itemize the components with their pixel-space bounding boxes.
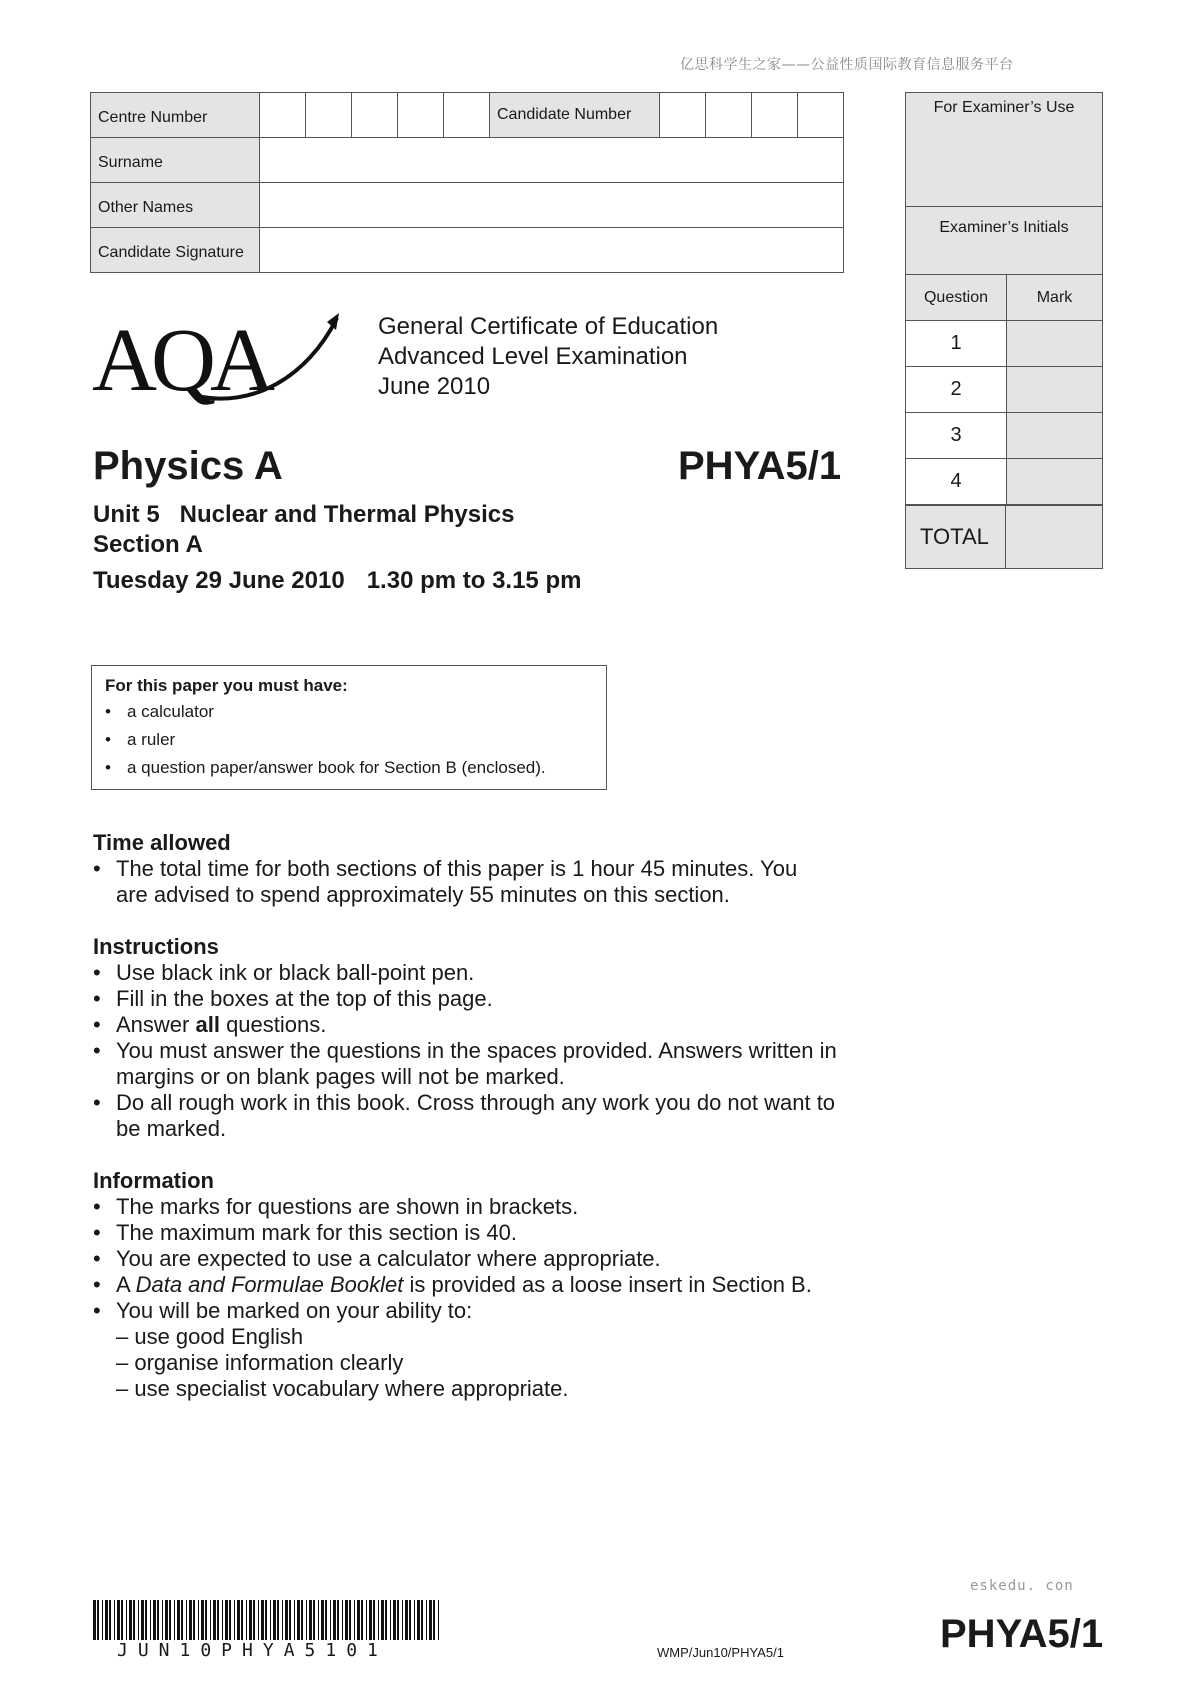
- barcode-bar: [409, 1600, 411, 1640]
- equipment-box: [91, 665, 607, 790]
- candidate-details-table: [90, 92, 844, 273]
- centre-number-box[interactable]: [306, 93, 352, 138]
- barcode-bar: [373, 1600, 375, 1640]
- footer-paper-code: PHYA5/1: [940, 1612, 1104, 1656]
- bullet-icon: •: [93, 1272, 101, 1297]
- barcode-bar: [333, 1600, 336, 1640]
- barcode-bar: [282, 1600, 283, 1640]
- subject-title: Physics A: [93, 444, 283, 488]
- instructions-section: [93, 934, 838, 1142]
- barcode-bar: [294, 1600, 295, 1640]
- barcode-bar: [234, 1600, 235, 1640]
- mark-cell[interactable]: [1007, 459, 1102, 504]
- candidate-number-box[interactable]: [752, 93, 798, 138]
- footer-site: eskedu. con: [970, 1578, 1074, 1594]
- unit-title: Nuclear and Thermal Physics: [179, 501, 515, 528]
- barcode-bar: [270, 1600, 271, 1640]
- barcode-bar: [318, 1600, 319, 1640]
- barcode-bar: [258, 1600, 259, 1640]
- barcode-bar: [421, 1600, 423, 1640]
- barcode-bar: [361, 1600, 363, 1640]
- barcode-bar: [165, 1600, 168, 1640]
- barcode-bar: [249, 1600, 252, 1640]
- barcode-bar: [390, 1600, 391, 1640]
- centre-number-box[interactable]: [260, 93, 306, 138]
- barcode-bar: [354, 1600, 355, 1640]
- bullet-icon: •: [105, 730, 111, 749]
- exam-day: Tuesday 29 June 2010: [93, 567, 345, 594]
- list-item: • a calculator: [105, 702, 606, 730]
- barcode-bar: [402, 1600, 403, 1640]
- bullet-icon: •: [93, 856, 101, 881]
- barcode-bar: [201, 1600, 204, 1640]
- barcode-bar: [177, 1600, 180, 1640]
- barcode-bar: [397, 1600, 399, 1640]
- qualification-line: Advanced Level Examination: [378, 343, 688, 370]
- barcode-bar: [133, 1600, 135, 1640]
- barcode-bar: [321, 1600, 324, 1640]
- mark-column-header: Mark: [1036, 288, 1073, 306]
- information-section: [93, 1168, 893, 1402]
- barcode-bar: [414, 1600, 415, 1640]
- list-item: • Use black ink or black ball-point pen.: [93, 960, 475, 985]
- barcode-bar: [265, 1600, 267, 1640]
- mark-cell[interactable]: [1007, 321, 1102, 366]
- barcode-bar: [174, 1600, 175, 1640]
- aqa-logo: [92, 308, 342, 408]
- question-number: 3: [906, 413, 1007, 458]
- barcode-bar: [253, 1600, 255, 1640]
- list-item: • A Data and Formulae Booklet is provided as a loose insert in Section B.: [93, 1272, 812, 1297]
- bullet-icon: •: [105, 758, 111, 777]
- barcode-bar: [429, 1600, 432, 1640]
- barcode-bar: [306, 1600, 307, 1640]
- barcode-bar: [433, 1600, 435, 1640]
- barcode-bar: [345, 1600, 348, 1640]
- centre-number-box[interactable]: [444, 93, 490, 138]
- barcode-bar: [385, 1600, 387, 1640]
- barcode-bar: [162, 1600, 163, 1640]
- barcode-bar: [117, 1600, 120, 1640]
- barcode-bar: [330, 1600, 331, 1640]
- barcode-bar: [114, 1600, 115, 1640]
- section-heading: Information: [93, 1168, 214, 1193]
- barcode-bar: [237, 1600, 240, 1640]
- barcode-bar: [210, 1600, 211, 1640]
- mark-cell[interactable]: [1007, 413, 1102, 458]
- bullet-icon: •: [93, 1038, 101, 1063]
- sub-item: – organise information clearly: [116, 1350, 404, 1375]
- barcode-bar: [186, 1600, 187, 1640]
- barcode-bar: [109, 1600, 111, 1640]
- surname-label: Surname: [91, 138, 260, 183]
- barcode-bar: [213, 1600, 216, 1640]
- barcode-bar: [381, 1600, 384, 1640]
- list-item: • Do all rough work in this book. Cross through any work you do not want to be marked.: [93, 1090, 836, 1141]
- qualification-line: General Certificate of Education: [378, 313, 719, 340]
- section-heading: Time allowed: [93, 830, 231, 855]
- barcode-bar: [349, 1600, 351, 1640]
- list-item: • You must answer the questions in the spaces provided. Answers written in margins or on blank pages will not be marked.: [93, 1038, 837, 1089]
- barcode-bar: [357, 1600, 360, 1640]
- time-allowed-section: [93, 830, 833, 908]
- barcode-bar: [417, 1600, 420, 1640]
- examiner-use-heading: For Examiner’s Use: [906, 93, 1102, 207]
- barcode-bar: [438, 1600, 439, 1640]
- bullet-icon: •: [93, 1090, 101, 1115]
- barcode-bar: [205, 1600, 207, 1640]
- other-names-field[interactable]: [260, 183, 844, 228]
- barcode-text: JUN10PHYA5101: [117, 1640, 388, 1661]
- barcode-bar: [289, 1600, 291, 1640]
- barcode-bar: [241, 1600, 243, 1640]
- barcode-bar: [426, 1600, 427, 1640]
- bullet-icon: •: [93, 1194, 101, 1219]
- unit-label: Unit 5: [93, 501, 160, 528]
- section-heading: Instructions: [93, 934, 219, 959]
- barcode-bar: [138, 1600, 139, 1640]
- examiner-use-panel: [905, 92, 1103, 569]
- candidate-number-label: Candidate Number: [490, 93, 660, 138]
- barcode-bar: [366, 1600, 367, 1640]
- bullet-icon: •: [93, 986, 101, 1011]
- barcode-bar: [369, 1600, 372, 1640]
- barcode: [93, 1600, 443, 1640]
- barcode-bar: [222, 1600, 223, 1640]
- question-number: 1: [906, 321, 1007, 366]
- list-item: • You will be marked on your ability to:: [93, 1298, 473, 1323]
- barcode-bar: [393, 1600, 396, 1640]
- barcode-bar: [189, 1600, 192, 1640]
- barcode-bar: [229, 1600, 231, 1640]
- bullet-icon: •: [93, 960, 101, 985]
- list-item: • The marks for questions are shown in brackets.: [93, 1194, 579, 1219]
- mark-cell[interactable]: [1007, 367, 1102, 412]
- bullet-icon: •: [93, 1012, 101, 1037]
- barcode-bar: [97, 1600, 99, 1640]
- other-names-label: Other Names: [91, 183, 260, 228]
- centre-number-label: Centre Number: [91, 93, 260, 138]
- barcode-bar: [102, 1600, 103, 1640]
- barcode-bar: [337, 1600, 339, 1640]
- wmp-reference: WMP/Jun10/PHYA5/1: [657, 1645, 784, 1660]
- barcode-bar: [313, 1600, 315, 1640]
- bullet-icon: •: [105, 702, 111, 721]
- barcode-bar: [145, 1600, 147, 1640]
- exam-series: June 2010: [378, 373, 491, 400]
- barcode-bar: [342, 1600, 343, 1640]
- paper-code: PHYA5/1: [678, 444, 842, 488]
- barcode-bar: [126, 1600, 127, 1640]
- barcode-bar: [297, 1600, 300, 1640]
- equipment-heading: For this paper you must have:: [105, 676, 348, 695]
- barcode-bar: [405, 1600, 408, 1640]
- signature-label: Candidate Signature: [91, 228, 260, 273]
- section-label: Section A: [93, 531, 203, 558]
- unit-block: [93, 500, 514, 560]
- barcode-bar: [150, 1600, 151, 1640]
- barcode-bar: [273, 1600, 276, 1640]
- total-mark-cell[interactable]: [1006, 506, 1102, 568]
- exam-time: 1.30 pm to 3.15 pm: [366, 567, 582, 594]
- signature-field[interactable]: [260, 228, 844, 273]
- barcode-bar: [169, 1600, 171, 1640]
- barcode-bar: [198, 1600, 199, 1640]
- list-item: • a ruler: [105, 730, 606, 758]
- total-label: TOTAL: [906, 506, 1006, 568]
- centre-number-box[interactable]: [352, 93, 398, 138]
- list-item: • The total time for both sections of this paper is 1 hour 45 minutes. You are advised to spend approximately 55 minutes on this section.: [93, 856, 798, 907]
- watermark-top: 亿思科学生之家——公益性质国际教育信息服务平台: [680, 57, 1014, 73]
- barcode-bar: [153, 1600, 156, 1640]
- qualification-block: [378, 312, 718, 402]
- barcode-bar: [193, 1600, 195, 1640]
- barcode-bar: [301, 1600, 303, 1640]
- bullet-icon: •: [93, 1298, 101, 1323]
- list-item: • Answer all questions.: [93, 1012, 327, 1037]
- sub-item: – use good English: [116, 1324, 304, 1349]
- aqa-logo-text: AQA: [92, 311, 269, 408]
- sub-item: – use specialist vocabulary where appropriate.: [116, 1376, 569, 1401]
- barcode-bar: [105, 1600, 108, 1640]
- barcode-bar: [325, 1600, 327, 1640]
- bullet-icon: •: [93, 1220, 101, 1245]
- candidate-number-box[interactable]: [660, 93, 706, 138]
- barcode-bar: [246, 1600, 247, 1640]
- barcode-bar: [93, 1600, 96, 1640]
- question-number: 4: [906, 459, 1007, 504]
- barcode-bar: [225, 1600, 228, 1640]
- candidate-number-box[interactable]: [706, 93, 752, 138]
- list-item: • a question paper/answer book for Section B (enclosed).: [105, 758, 606, 786]
- barcode-bar: [309, 1600, 312, 1640]
- list-item: • The maximum mark for this section is 40.: [93, 1220, 518, 1245]
- barcode-bar: [129, 1600, 132, 1640]
- exam-date: [93, 567, 581, 595]
- candidate-number-box[interactable]: [798, 93, 844, 138]
- barcode-bar: [121, 1600, 123, 1640]
- barcode-bar: [217, 1600, 219, 1640]
- barcode-bar: [277, 1600, 279, 1640]
- list-item: • You are expected to use a calculator where appropriate.: [93, 1246, 661, 1271]
- barcode-bar: [378, 1600, 379, 1640]
- surname-field[interactable]: [260, 138, 844, 183]
- barcode-bar: [285, 1600, 288, 1640]
- bullet-icon: •: [93, 1246, 101, 1271]
- list-item: • Fill in the boxes at the top of this page.: [93, 986, 493, 1011]
- barcode-bar: [181, 1600, 183, 1640]
- question-number: 2: [906, 367, 1007, 412]
- barcode-bar: [157, 1600, 159, 1640]
- question-column-header: Question: [906, 275, 1007, 320]
- barcode-bar: [261, 1600, 264, 1640]
- examiner-initials-label: Examiner’s Initials: [906, 207, 1102, 275]
- centre-number-box[interactable]: [398, 93, 444, 138]
- barcode-bar: [141, 1600, 144, 1640]
